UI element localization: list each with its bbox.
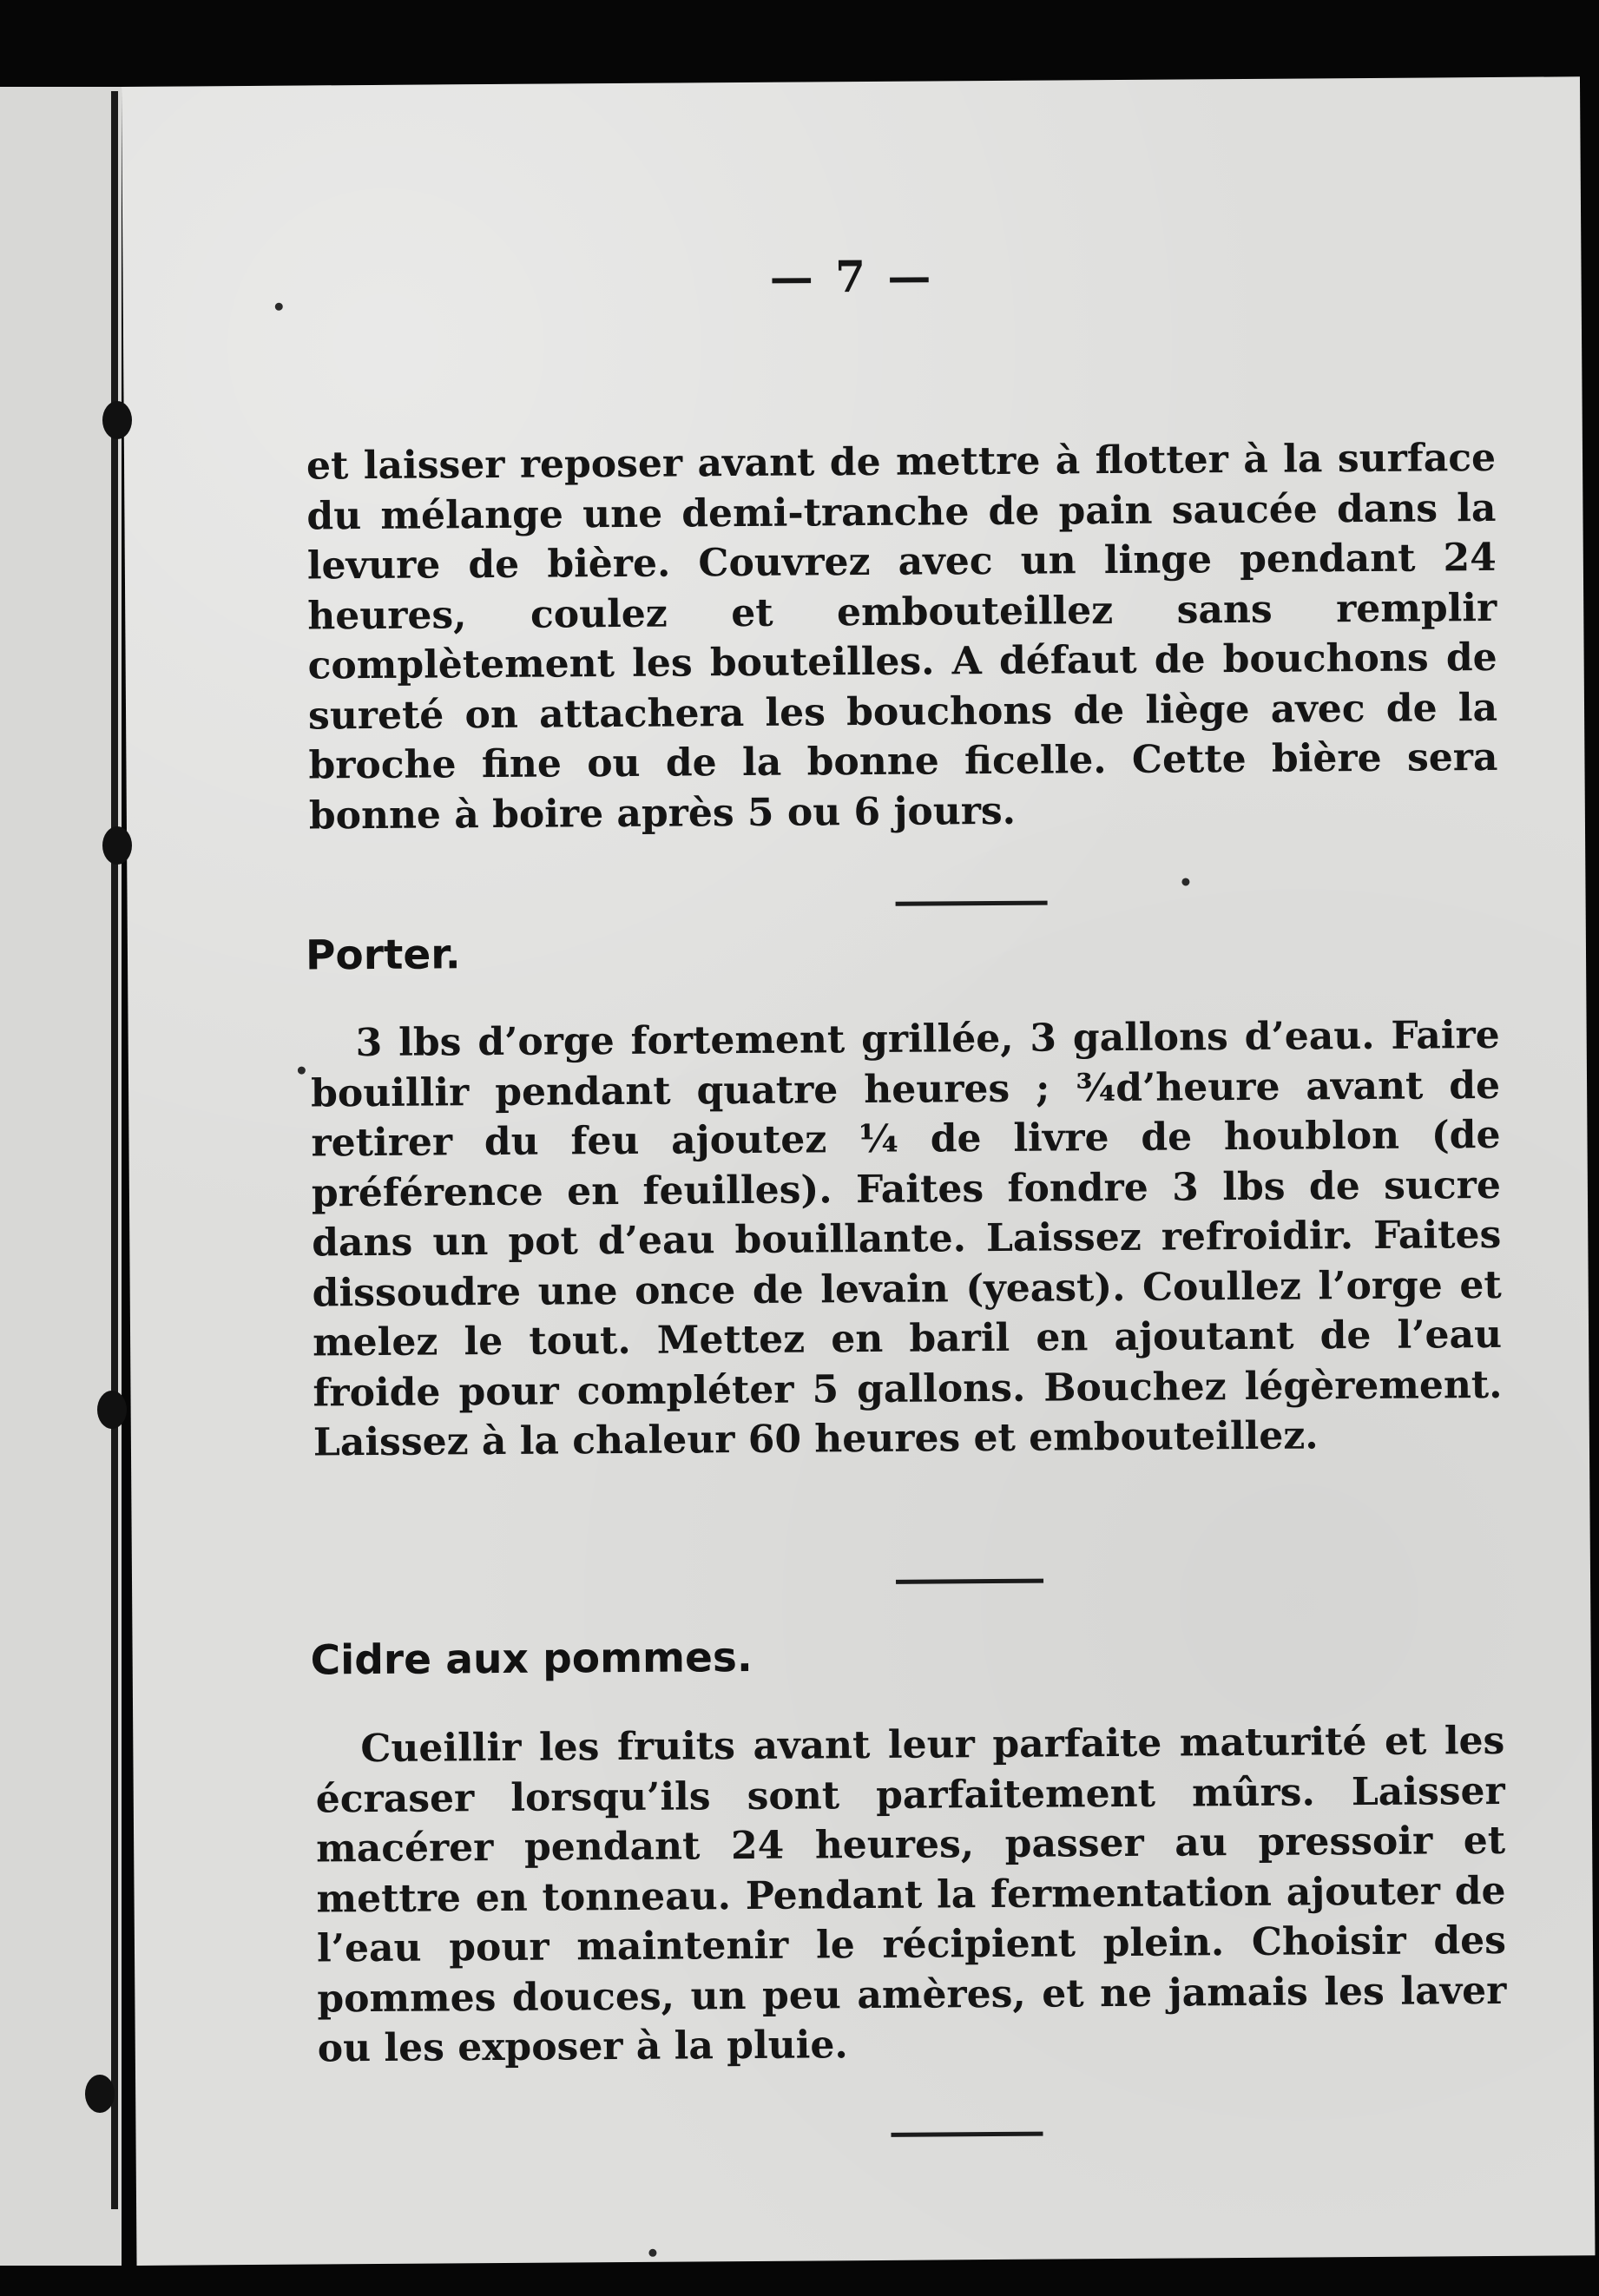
ink-speck: [1181, 878, 1189, 885]
porter-heading: Porter.: [305, 931, 461, 980]
ink-speck: [298, 1067, 306, 1075]
book-page: [122, 76, 1595, 2266]
intro-text: et laisser reposer avant de mettre à flotter à la surface du mélange une demi-tranche de pain saucée dans la levure de bière. Couvrez avec un linge pendant 24 heures, coulez et embouteillez sans remplir complètement les bouteilles. A défaut de bouchons de sureté on attachera les bouchons de liège avec de la broche fine ou de la bonne ficelle. Cette bière sera bonne à boire après 5 ou 6 jours.: [306, 435, 1498, 839]
cidre-paragraph: [315, 1716, 1507, 2074]
page-number: — 7 —: [769, 250, 935, 303]
section-divider: [896, 901, 1048, 906]
cidre-heading: Cidre aux pommes.: [310, 1633, 753, 1685]
porter-paragraph: [310, 1010, 1503, 1468]
section-divider: [891, 2132, 1043, 2137]
ink-speck: [275, 303, 283, 311]
ink-speck: [648, 2249, 656, 2257]
section-divider: [896, 1579, 1043, 1584]
binding-knot: [85, 2075, 115, 2113]
intro-paragraph: [306, 433, 1498, 841]
porter-text: 3 lbs d’orge fortement grillée, 3 gallons d’eau. Faire bouillir pendant quatre heures ; ¾d’heure avant de retirer du feu ajoutez ¼ de livre de houblon (de préférence en feuilles). Faites fondre 3 lbs de sucre dans un pot d’eau bouillante. Laissez refroidir. Faites dissoudre une once de levain (yeast). Coullez l’orge et melez le tout. Mettez en baril en ajoutant de l’eau froide pour compléter 5 gallons. Bouchez légèrement. Laissez à la chaleur 60 heures et embouteillez.: [310, 1012, 1503, 1465]
cidre-text: Cueillir les fruits avant leur parfaite maturité et les écraser lorsqu’ils sont parfaitement mûrs. Laisser macérer pendant 24 heures, passer au pressoir et mettre en tonneau. Pendant la fermentation ajouter de l’eau pour maintenir le récipient plein. Choisir des pommes douces, un peu amères, et ne jamais les laver ou les exposer à la pluie.: [315, 1718, 1507, 2071]
binding-knot: [102, 826, 132, 865]
binding-knot: [102, 401, 132, 439]
binding-knot: [97, 1391, 127, 1429]
